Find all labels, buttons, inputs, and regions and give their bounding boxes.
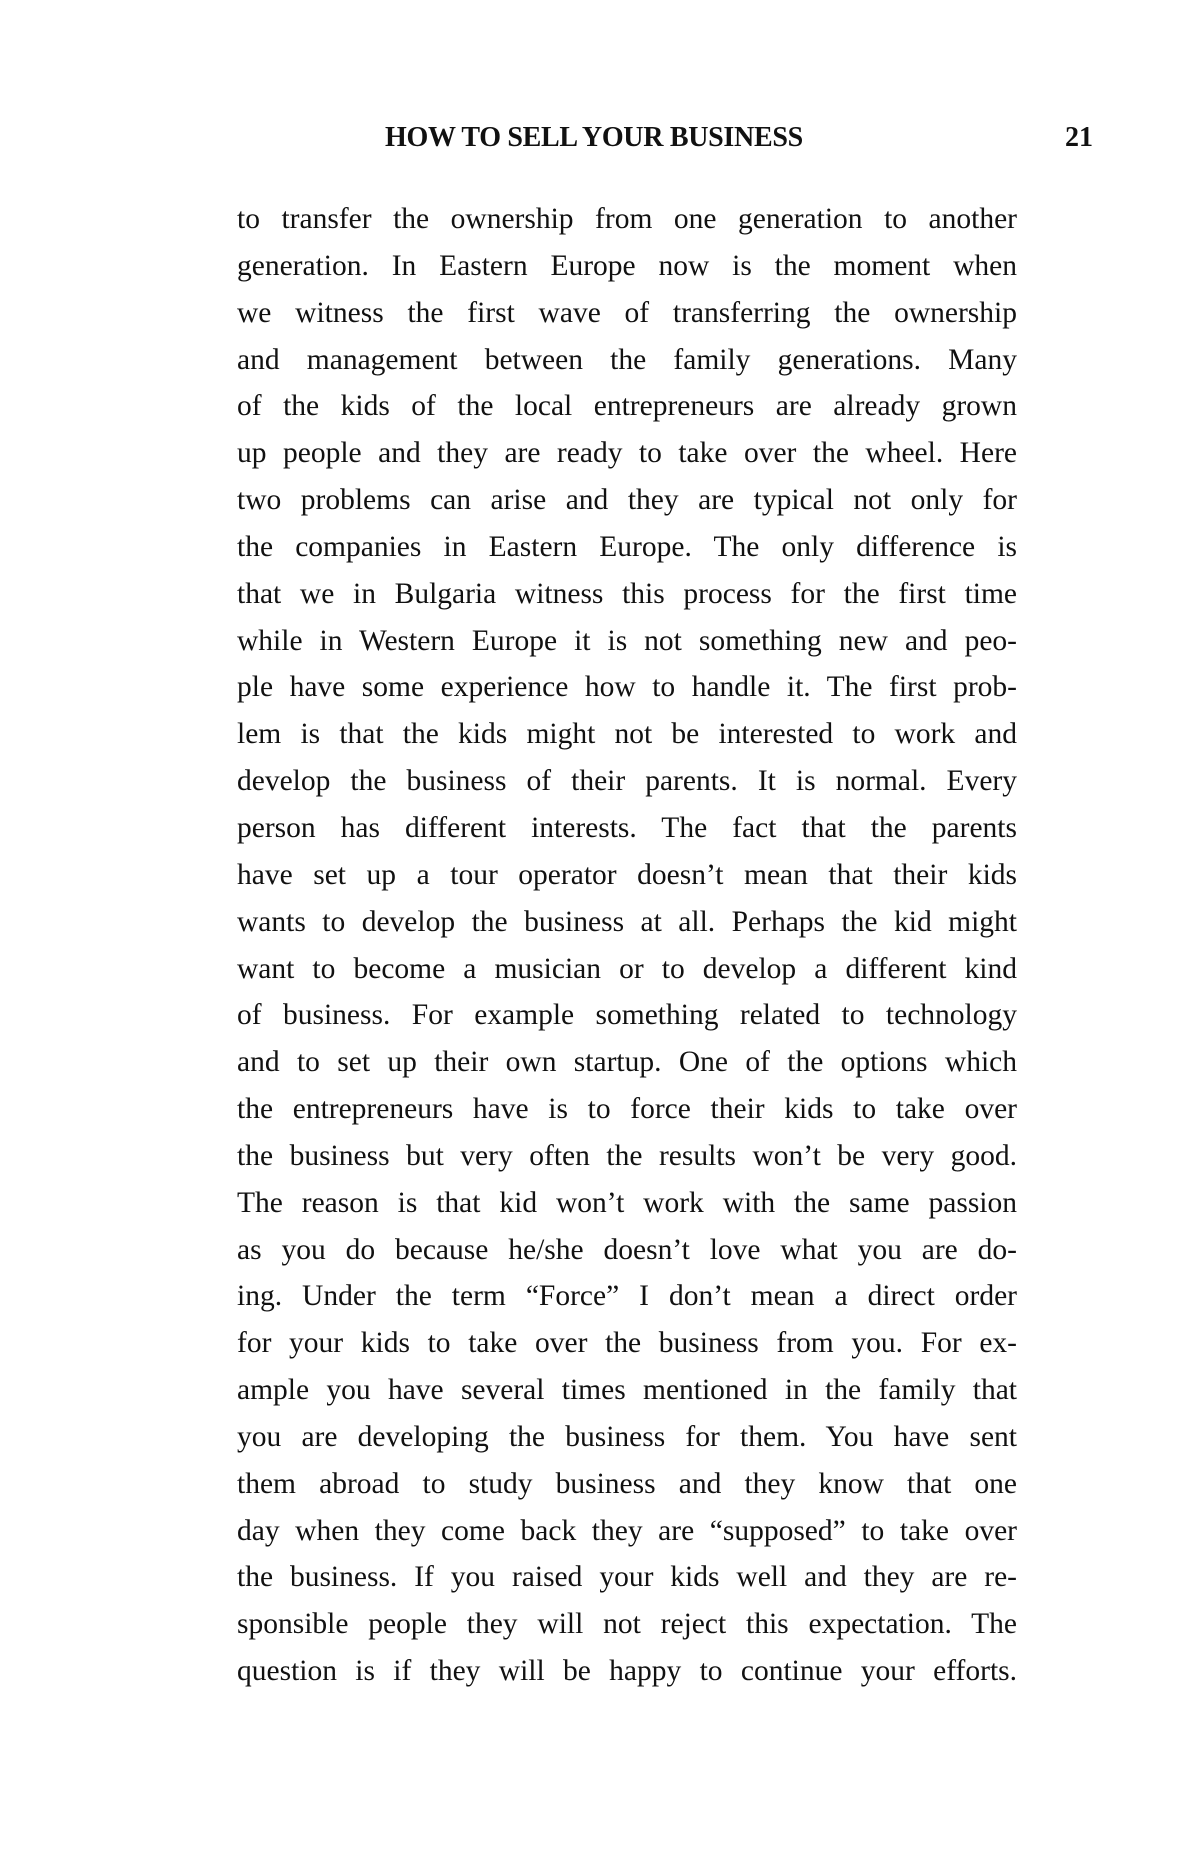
text-line: The reason is that kid won’t work with the same passion (237, 1186, 1017, 1219)
text-line: the business. If you raised your kids well and they are re- (237, 1561, 1017, 1594)
text-line: day when they come back they are “supposed” to take over (237, 1514, 1017, 1547)
text-line: person has different interests. The fact that the parents (237, 811, 1017, 844)
text-line: the entrepreneurs have is to force their kids to take over (237, 1093, 1017, 1126)
text-line: the business but very often the results won’t be very good. (237, 1139, 1017, 1172)
text-line: to transfer the ownership from one generation to another (237, 203, 1017, 235)
text-line: of business. For example something related to technology (237, 999, 1017, 1032)
running-title: HOW TO SELL YOUR BUSINESS (385, 122, 803, 153)
text-line: lem is that the kids might not be interested to work and (237, 718, 1017, 751)
text-line: develop the business of their parents. It is normal. Every (237, 765, 1017, 798)
text-line: for your kids to take over the business from you. For ex- (237, 1327, 1017, 1360)
text-line: up people and they are ready to take over the wheel. Here (237, 437, 1017, 470)
text-line: generation. In Eastern Europe now is the moment when (237, 249, 1017, 282)
text-line: and to set up their own startup. One of the options which (237, 1046, 1017, 1079)
text-line: ample you have several times mentioned in the family that (237, 1374, 1017, 1407)
text-line: while in Western Europe it is not something new and peo- (237, 624, 1017, 657)
text-line: question is if they will be happy to continue your efforts. (237, 1655, 1017, 1688)
text-line: have set up a tour operator doesn’t mean that their kids (237, 858, 1017, 891)
text-line: the companies in Eastern Europe. The only difference is (237, 530, 1017, 563)
text-line: want to become a musician or to develop a different kind (237, 952, 1017, 985)
text-line: of the kids of the local entrepreneurs are already grown (237, 390, 1017, 423)
text-line: wants to develop the business at all. Perhaps the kid might (237, 905, 1017, 938)
text-line: ing. Under the term “Force” I don’t mean a direct order (237, 1280, 1017, 1313)
text-line: that we in Bulgaria witness this process for the first time (237, 577, 1017, 610)
text-line: sponsible people they will not reject this expectation. The (237, 1608, 1017, 1641)
running-head (237, 120, 1093, 160)
page-number: 21 (1065, 122, 1093, 153)
text-line: and management between the family generations. Many (237, 343, 1017, 376)
text-line: you are developing the business for them. You have sent (237, 1420, 1017, 1453)
text-line: we witness the first wave of transferring the ownership (237, 296, 1017, 329)
text-line: as you do because he/she doesn’t love what you are do- (237, 1233, 1017, 1266)
body-text (237, 196, 1017, 1695)
text-line: two problems can arise and they are typical not only for (237, 484, 1017, 517)
text-line: ple have some experience how to handle it. The first prob- (237, 671, 1017, 704)
text-line: them abroad to study business and they know that one (237, 1467, 1017, 1500)
